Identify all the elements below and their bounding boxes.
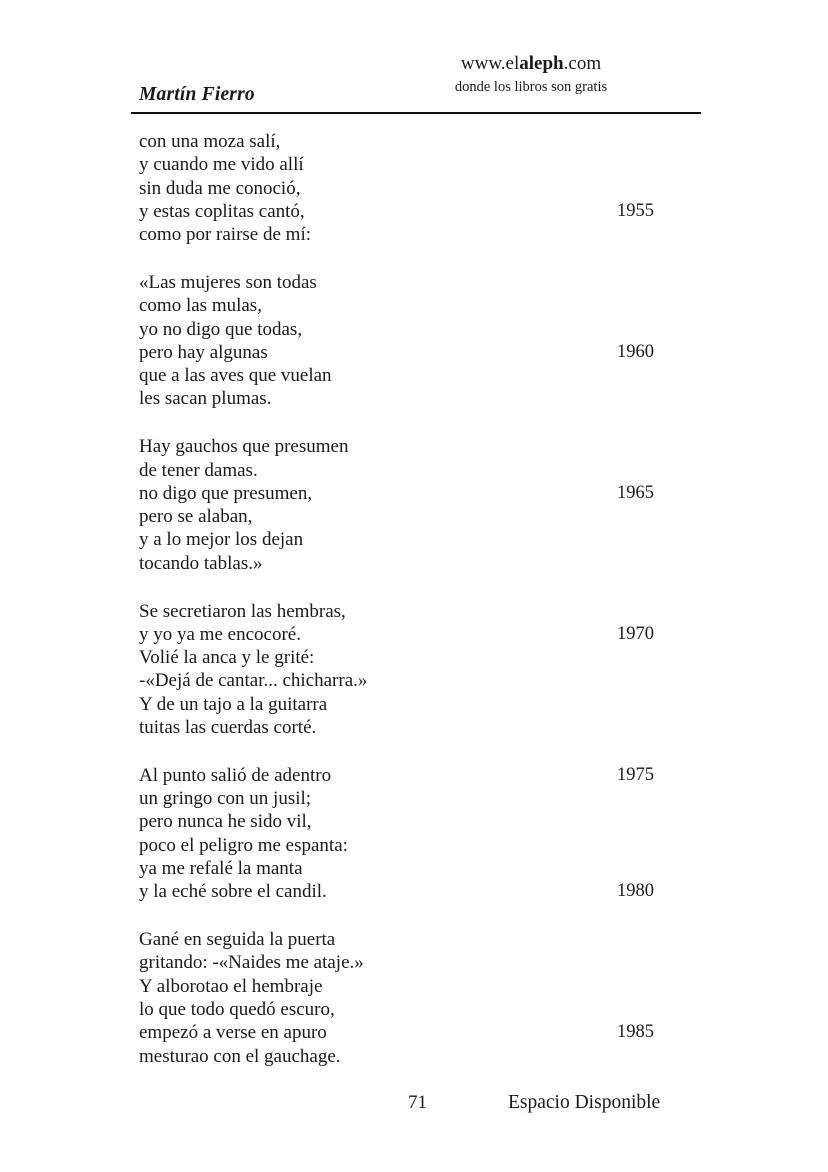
verse-text: con una moza salí,: [139, 131, 281, 152]
page-number: 71: [408, 1092, 427, 1113]
verse-line-number: 1965: [617, 482, 654, 503]
verse-line: [139, 177, 701, 200]
publisher-block: [361, 52, 701, 98]
verse-line: [139, 200, 701, 223]
verse-text: pero nunca he sido vil,: [139, 811, 312, 833]
verse-text: gritando: -«Naides me ataje.»: [139, 952, 364, 974]
website-url-brand: aleph: [519, 53, 564, 74]
verse-line-number: 1955: [617, 200, 654, 221]
verse-text: Y alborotao el hembraje: [139, 975, 323, 997]
verse-text: sin duda me conoció,: [139, 177, 301, 199]
poem-body: [139, 130, 701, 1092]
verse-text: lo que todo quedó escuro,: [139, 999, 335, 1020]
verse-text: no digo que presumen,: [139, 482, 313, 504]
verse-line-number: 1960: [617, 341, 654, 362]
publisher-tagline: donde los libros son gratis: [454, 79, 608, 95]
verse-text: un gringo con un jusil;: [139, 788, 312, 810]
verse-text: como las mulas,: [139, 295, 262, 317]
verse-line: [139, 1045, 701, 1068]
verse-line: [139, 528, 701, 551]
verse-line: [139, 975, 701, 998]
verse-line-number: 1985: [617, 1022, 654, 1043]
verse-line: [139, 130, 701, 153]
verse-line: [139, 1021, 701, 1044]
verse-line: [139, 646, 701, 669]
verse-line: [139, 294, 701, 317]
verse-line: [139, 928, 701, 951]
verse-line: [139, 716, 701, 739]
verse-line: [139, 600, 701, 623]
stanza: [139, 764, 701, 904]
verse-text: como por rairse de mí:: [139, 224, 312, 246]
verse-line: [139, 693, 701, 716]
verse-line: [139, 341, 701, 364]
header-divider: [131, 112, 701, 114]
verse-text: y a lo mejor los dejan: [139, 529, 304, 551]
verse-text: yo no digo que todas,: [139, 318, 303, 340]
stanza: [139, 928, 701, 1068]
verse-line: [139, 223, 701, 246]
verse-text: Se secretiaron las hembras,: [139, 600, 346, 622]
verse-text: empezó a verse en apuro: [139, 1022, 327, 1044]
verse-text: y cuando me vido allí: [139, 154, 304, 176]
verse-line: [139, 153, 701, 176]
verse-text: Y de un tajo a la guitarra: [139, 693, 328, 715]
stanza: [139, 130, 701, 246]
verse-line-number: 1975: [617, 764, 654, 785]
verse-line: [139, 764, 701, 787]
verse-line: [139, 318, 701, 341]
verse-text: y yo ya me encocoré.: [139, 623, 301, 645]
verse-line: [139, 482, 701, 505]
verse-text: «Las mujeres son todas: [139, 271, 317, 293]
stanza: [139, 271, 701, 411]
verse-line: [139, 364, 701, 387]
website-url-suffix: .com: [563, 53, 602, 74]
verse-line: [139, 810, 701, 833]
verse-line: [139, 834, 701, 857]
verse-text: les sacan plumas.: [139, 388, 272, 410]
verse-text: tuitas las cuerdas corté.: [139, 717, 317, 739]
verse-text: y la eché sobre el candil.: [139, 881, 327, 903]
book-title: Martín Fierro: [139, 84, 255, 105]
verse-line: [139, 669, 701, 692]
verse-text: -«Dejá de cantar... chicharra.»: [139, 670, 368, 692]
website-url-prefix: www.el: [460, 53, 520, 74]
page-footer: [131, 1092, 701, 1122]
verse-text: ya me refalé la manta: [139, 858, 303, 880]
verse-text: y estas coplitas cantó,: [139, 200, 305, 222]
verse-text: de tener damas.: [139, 459, 258, 481]
verse-text: poco el peligro me espanta:: [139, 834, 348, 856]
verse-text: pero se alaban,: [139, 506, 253, 528]
verse-text: pero hay algunas: [139, 341, 268, 363]
verse-text: Hay gauchos que presumen: [139, 436, 349, 458]
verse-line: [139, 857, 701, 880]
verse-line: [139, 435, 701, 458]
verse-line: [139, 951, 701, 974]
verse-text: Volié la anca y le grité:: [139, 647, 315, 669]
verse-text: que a las aves que vuelan: [139, 365, 332, 387]
verse-text: mesturao con el gauchage.: [139, 1045, 341, 1067]
verse-text: Gané en seguida la puerta: [139, 929, 336, 951]
verse-text: tocando tablas.»: [139, 552, 263, 574]
verse-line: [139, 271, 701, 294]
stanza: [139, 600, 701, 740]
page-header: [131, 52, 701, 106]
website-url: [361, 52, 701, 76]
verse-line: [139, 459, 701, 482]
verse-line: [139, 623, 701, 646]
verse-line: [139, 880, 701, 903]
footer-note: Espacio Disponible: [508, 1092, 661, 1113]
verse-line: [139, 387, 701, 410]
verse-line: [139, 998, 701, 1021]
verse-text: Al punto salió de adentro: [139, 764, 332, 786]
stanza: [139, 435, 701, 575]
verse-line-number: 1980: [617, 881, 654, 902]
verse-line: [139, 505, 701, 528]
verse-line: [139, 552, 701, 575]
verse-line-number: 1970: [617, 623, 654, 644]
verse-line: [139, 787, 701, 810]
